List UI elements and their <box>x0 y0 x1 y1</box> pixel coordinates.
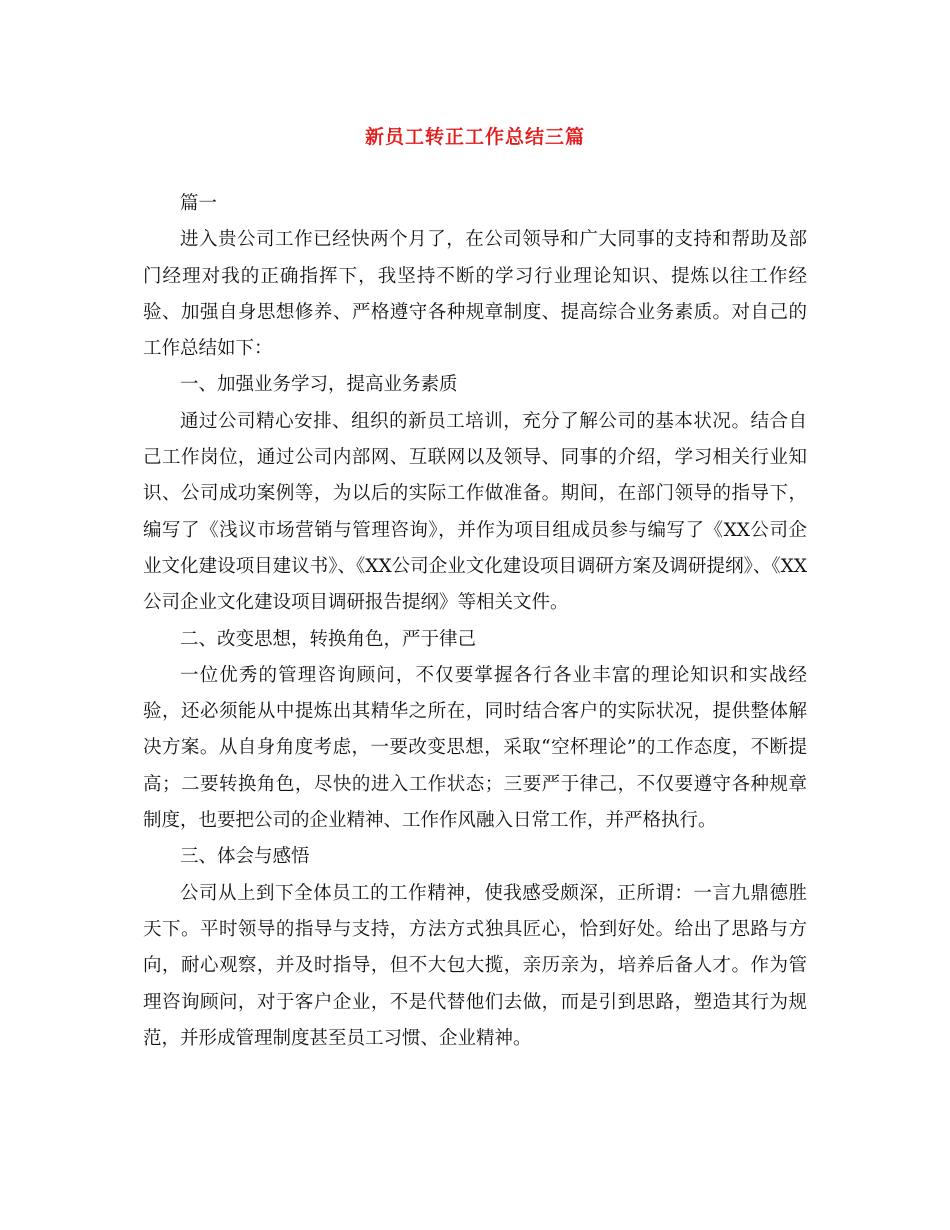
document-title: 新员工转正工作总结三篇 <box>364 126 585 148</box>
section-heading-3: 三、体会与感悟 <box>180 846 310 868</box>
document-body <box>143 186 807 1057</box>
intro-paragraph: 进入贵公司工作已经快两个月了，在公司领导和广大同事的支持和帮助及部门经理对我的正确指挥下，我坚持不断的学习行业理论知识、提炼以往工作经验、加强自身思想修养、严格遵守各种规章制度、提高综合业务素质。对自己的工作总结如下： <box>143 229 807 360</box>
section-heading-part-one: 篇一 <box>180 193 218 214</box>
section-paragraph-1: 通过公司精心安排、组织的新员工培训，充分了解公司的基本状况。结合自己工作岗位，通过公司内部网、互联网以及领导、同事的介绍，学习相关行业知识、公司成功案例等，为以后的实际工作做准备。期间，在部门领导的指导下，编写了《浅议市场营销与管理咨询》，并作为项目组成员参与编写了《XX公司企业文化建设项目建议书》、《XX公司企业文化建设项目调研方案及调研提纲》、《XX公司企业文化建设项目调研报告提纲》等相关文件。 <box>143 410 807 614</box>
section-paragraph-3: 公司从上到下全体员工的工作精神，使我感受颇深，正所谓：一言九鼎德胜天下。平时领导的指导与支持，方法方式独具匠心，恰到好处。给出了思路与方向，耐心观察，并及时指导，但不大包大揽，亲历亲为，培养后备人才。作为管理咨询顾问，对于客户企业，不是代替他们去做，而是引到思路，塑造其行为规范，并形成管理制度甚至员工习惯、企业精神。 <box>143 882 807 1049</box>
section-heading-1: 一、加强业务学习，提高业务素质 <box>180 374 458 396</box>
section-paragraph-2: 一位优秀的管理咨询顾问，不仅要掌握各行各业丰富的理论知识和实战经验，还必须能从中提炼出其精华之所在，同时结合客户的实际状况，提供整体解决方案。从自身角度考虑，一要改变思想，采取“空杯理论”的工作态度，不断提高；二要转换角色，尽快的进入工作状态；三要严于律己，不仅要遵守各种规章制度，也要把公司的企业精神、工作作风融入日常工作，并严格执行。 <box>143 664 807 832</box>
section-heading-2: 二、改变思想，转换角色，严于律己 <box>180 628 477 650</box>
